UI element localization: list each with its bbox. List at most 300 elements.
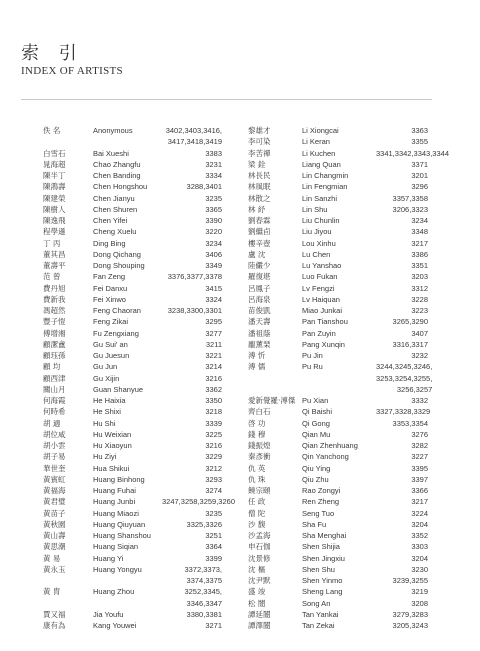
artist-name-english: Lin Shu	[302, 204, 328, 214]
artist-name-chinese: 胡 適	[43, 418, 61, 428]
artist-name-english: Hua Shikui	[93, 463, 130, 473]
artist-name-english: Hu Ziyi	[93, 452, 117, 462]
artist-name-chinese: 盧 沈	[248, 249, 266, 259]
index-entry	[248, 395, 428, 406]
page-numbers: 3364	[205, 542, 222, 552]
page-numbers: 3227	[411, 452, 428, 462]
page-numbers: 3350	[205, 396, 222, 405]
page-numbers: 3348	[411, 227, 428, 237]
artist-name-chinese: 顧潔盦	[43, 339, 66, 349]
index-entry	[248, 418, 428, 429]
index-entry	[43, 485, 222, 496]
index-entry	[248, 204, 428, 215]
artist-name-english: Sha Fu	[302, 519, 327, 529]
page-numbers: 3316,3317	[392, 339, 428, 349]
artist-name-chinese: 劉繼卣	[248, 227, 271, 237]
page-numbers: 3234	[205, 238, 222, 248]
artist-name-english: Dong Qichang	[93, 249, 141, 259]
page-numbers: 3235	[205, 508, 222, 518]
index-entry	[43, 181, 222, 192]
page-numbers: 3334	[205, 171, 222, 180]
artist-name-english: Kang Youwei	[93, 621, 137, 630]
page-numbers: 3204	[411, 519, 428, 529]
artist-name-chinese: 陳樹人	[43, 204, 66, 214]
artist-name-english: Huang Yongyu	[93, 564, 142, 574]
index-entry	[43, 226, 222, 237]
index-entry	[43, 193, 222, 204]
artist-name-chinese: 龐薰琹	[248, 339, 271, 349]
artist-name-english: Pang Xunqin	[302, 339, 345, 349]
index-entry	[248, 598, 428, 609]
index-entry	[43, 474, 222, 485]
page-numbers: 3397	[411, 474, 428, 484]
artist-name-english: Tan Zekai	[302, 621, 335, 630]
page-numbers: 3229	[205, 452, 222, 462]
artist-name-chinese: 沙 馥	[248, 519, 266, 529]
artist-name-chinese: 關山月	[43, 384, 66, 394]
index-entry	[43, 586, 222, 609]
page-numbers: 3383	[205, 148, 222, 158]
header-divider	[21, 99, 432, 100]
artist-name-english: Fei Xinwo	[93, 294, 126, 304]
artist-name-chinese: 仇 珠	[248, 474, 266, 484]
artist-name-chinese: 馮超然	[43, 306, 66, 315]
page-numbers: 3239,3255	[392, 576, 428, 585]
artist-name-english: Miao Junkai	[302, 306, 343, 315]
artist-name-chinese: 僧 陀	[248, 508, 266, 518]
index-entry	[248, 541, 428, 552]
artist-name-chinese: 錢 穆	[248, 429, 266, 439]
page-numbers: 3415	[205, 283, 222, 293]
page-numbers: 3355	[411, 137, 428, 147]
index-entry	[248, 361, 433, 395]
page-numbers: 3293	[205, 474, 222, 484]
artist-name-chinese: 顧 均	[43, 362, 61, 372]
artist-name-english: Tan Yankai	[302, 609, 339, 619]
artist-name-chinese: 陳逸飛	[43, 216, 66, 225]
index-entry	[248, 440, 428, 451]
index-entry	[43, 305, 222, 316]
artist-name-chinese: 范 曾	[43, 272, 61, 282]
index-entry	[43, 553, 222, 564]
page-numbers: 3288,3401	[186, 182, 222, 192]
artist-name-chinese: 晁海超	[43, 159, 66, 169]
page-numbers: 3271	[205, 621, 222, 630]
page-numbers: 3276	[411, 429, 428, 439]
artist-name-english: Shen Shu	[302, 564, 335, 574]
index-entry	[248, 339, 428, 350]
index-entry	[43, 508, 222, 519]
artist-name-chinese: 陳鴻壽	[43, 182, 66, 192]
index-entry	[43, 373, 222, 384]
index-column-right	[248, 125, 449, 631]
artist-name-english: Li Keran	[302, 137, 330, 147]
page-numbers: 3203	[411, 272, 428, 282]
page-numbers: 3353,3354	[392, 418, 428, 428]
artist-name-english: Chao Zhangfu	[93, 159, 141, 169]
index-entry	[43, 316, 222, 327]
index-entry	[248, 136, 428, 147]
artist-name-english: Shen Yinmo	[302, 576, 343, 585]
artist-name-chinese: 申石伽	[248, 542, 271, 552]
index-column-left	[43, 125, 235, 631]
artist-name-chinese: 梁 銓	[248, 159, 266, 169]
page-numbers: 3205,3243	[392, 621, 428, 630]
page-numbers: 3362	[205, 384, 222, 394]
artist-name-chinese: 傅增湘	[43, 328, 66, 338]
artist-name-english: Lou Xinhu	[302, 238, 336, 248]
artist-name-chinese: 愛新覺羅·溥傑	[248, 396, 296, 405]
artist-name-english: Cheng Xuelu	[93, 227, 137, 237]
artist-name-english: Liang Quan	[302, 159, 341, 169]
artist-name-chinese: 林風眠	[248, 182, 271, 192]
index-entry	[43, 541, 222, 552]
artist-name-chinese: 黃永玉	[43, 564, 66, 574]
artist-name-english: He Haixia	[93, 396, 126, 405]
artist-name-english: He Shixi	[93, 407, 121, 417]
artist-name-english: Fei Danxu	[93, 283, 128, 293]
index-entry	[248, 553, 428, 564]
artist-name-chinese: 松 闇	[248, 598, 266, 608]
artist-name-english: Huang Yi	[93, 553, 124, 563]
index-entry	[43, 159, 222, 170]
page-numbers: 3238,3300,3301	[167, 306, 222, 315]
artist-name-chinese: 潘祖蔭	[248, 328, 271, 338]
page-numbers: 3214	[205, 362, 222, 372]
page-numbers: 3225	[205, 429, 222, 439]
index-entry	[248, 474, 428, 485]
index-entry	[248, 575, 428, 586]
page-numbers: 3220	[205, 227, 222, 237]
index-entry	[43, 440, 222, 451]
page-numbers: 3211	[205, 339, 222, 349]
index-entry	[43, 564, 222, 587]
index-entry	[248, 620, 428, 631]
artist-name-english: Gu Xijin	[93, 373, 120, 383]
artist-name-chinese: 陳半丁	[43, 171, 66, 180]
index-entry	[43, 620, 222, 631]
page-numbers: 3366	[411, 486, 428, 495]
index-entry	[43, 283, 222, 294]
artist-name-english: Huang Shanshou	[93, 531, 151, 540]
artist-name-chinese: 沈 樞	[248, 564, 266, 574]
artist-name-chinese: 華世奎	[43, 463, 66, 473]
artist-name-chinese: 何海霞	[43, 396, 66, 405]
index-entry	[248, 283, 428, 294]
index-entry	[43, 339, 222, 350]
artist-name-chinese: 黃苗子	[43, 508, 66, 518]
page-numbers: 3363	[411, 126, 428, 135]
artist-name-chinese: 盛 竣	[248, 587, 266, 597]
index-entry	[43, 395, 222, 406]
artist-name-chinese: 丁 丙	[43, 238, 61, 248]
index-entry	[248, 463, 428, 474]
page-numbers: 3232	[411, 351, 428, 360]
artist-name-english: Seng Tuo	[302, 508, 335, 518]
index-entry	[43, 609, 222, 620]
artist-name-english: Lin Fengmian	[302, 182, 348, 192]
artist-name-chinese: 沈尹默	[248, 576, 271, 585]
index-entry	[248, 215, 428, 226]
artist-name-english: Huang Binhong	[93, 474, 145, 484]
artist-name-chinese: 劉春霖	[248, 216, 271, 225]
page-numbers: 3277	[205, 328, 222, 338]
index-entry	[248, 496, 428, 507]
index-entry	[43, 429, 222, 440]
page-numbers: 3282	[411, 441, 428, 450]
artist-name-chinese: 譚延闓	[248, 609, 271, 619]
index-entry	[248, 238, 428, 249]
artist-name-chinese: 費新我	[43, 294, 66, 304]
artist-name-english: Huang Siqian	[93, 542, 139, 552]
artist-name-english: Hu Xiaoyun	[93, 441, 132, 450]
index-entry	[43, 361, 222, 372]
artist-name-english: Pan Tianshou	[302, 317, 348, 327]
artist-name-english: Lu Chen	[302, 249, 331, 259]
artist-name-english: Liu Jiyou	[302, 227, 332, 237]
page-numbers: 3279,3283	[392, 609, 428, 619]
index-entry	[43, 170, 222, 181]
index-entry	[43, 530, 222, 541]
artist-name-english: Chen Hongshou	[93, 182, 148, 192]
artist-name-english: Fan Zeng	[93, 272, 126, 282]
artist-name-english: Fu Zengxiang	[93, 328, 139, 338]
artist-name-english: Gu Juesun	[93, 351, 130, 360]
artist-name-chinese: 苗俊凱	[248, 306, 271, 315]
index-entry	[43, 451, 222, 462]
artist-name-english: Huang Junbi	[93, 497, 136, 507]
index-entry	[43, 294, 222, 305]
index-entry	[43, 204, 222, 215]
artist-name-chinese: 林 紓	[248, 204, 266, 214]
artist-name-english: Pan Zuyin	[302, 328, 336, 338]
artist-name-chinese: 顧珏孫	[43, 351, 66, 360]
artist-name-english: Pu Xian	[302, 396, 329, 405]
artist-name-chinese: 黃思潮	[43, 542, 66, 552]
index-entry	[43, 148, 222, 159]
page-numbers: 3217	[411, 238, 428, 248]
page-numbers: 3399	[205, 553, 222, 563]
artist-name-chinese: 黃 胄	[43, 587, 61, 597]
page-numbers: 3349	[205, 261, 222, 270]
artist-name-english: Qin Yanchong	[302, 452, 349, 462]
artist-name-english: Gu Jun	[93, 362, 118, 372]
artist-name-english: Guan Shanyue	[93, 384, 144, 394]
artist-name-english: Qiu Zhu	[302, 474, 329, 484]
index-entry	[43, 519, 222, 530]
page-numbers: 3219	[411, 587, 428, 597]
artist-name-english: Anonymous	[93, 126, 133, 135]
page-numbers: 3380,3381	[186, 609, 222, 619]
artist-name-english: Feng Chaoran	[93, 306, 141, 315]
index-entry	[248, 429, 428, 440]
index-entry	[43, 350, 222, 361]
artist-name-english: Luo Fukan	[302, 272, 338, 282]
page-numbers: 3325,3326	[186, 519, 222, 529]
page-numbers: 3332	[411, 396, 428, 405]
artist-name-english: Huang Fuhai	[93, 486, 136, 495]
index-title-chinese: 索 引	[21, 43, 84, 64]
artist-name-english: Hu Shi	[93, 418, 116, 428]
artist-name-english: Chen Yifei	[93, 216, 128, 225]
artist-name-english: Qian Zhenhuang	[302, 441, 358, 450]
artist-name-chinese: 陳建榮	[43, 193, 66, 203]
artist-name-english: Ren Zheng	[302, 497, 340, 507]
artist-name-english: Jia Youfu	[93, 609, 124, 619]
artist-name-english: Bai Xueshi	[93, 148, 129, 158]
index-entry	[248, 328, 428, 339]
artist-name-english: Rao Zongyi	[302, 486, 341, 495]
artist-name-english: Sheng Lang	[302, 587, 343, 597]
page-numbers: 3251	[205, 531, 222, 540]
index-title-english: INDEX OF ARTISTS	[21, 65, 123, 77]
index-entry	[248, 260, 428, 271]
artist-name-chinese: 呂鳳子	[248, 283, 271, 293]
artist-name-chinese: 賈又福	[43, 609, 66, 619]
page-numbers: 3376,3377,3378	[167, 272, 222, 282]
artist-name-english: Shen Shijia	[302, 542, 340, 552]
page-numbers: 3339	[205, 418, 222, 428]
index-entry	[248, 170, 428, 181]
page-numbers: 3296	[411, 182, 428, 192]
page-numbers: 3208	[411, 598, 428, 608]
artist-name-chinese: 黃山壽	[43, 531, 66, 540]
page-numbers: 3357,3358	[392, 193, 428, 203]
artist-name-chinese: 呂海泉	[248, 294, 271, 304]
index-entry	[248, 406, 431, 417]
artist-name-english: Qi Gong	[302, 418, 330, 428]
index-entry	[248, 305, 428, 316]
artist-name-english: Huang Miaozi	[93, 508, 139, 518]
index-entry	[248, 350, 428, 361]
artist-name-english: Li Xiongcai	[302, 126, 339, 135]
artist-name-chinese: 顧西津	[43, 373, 66, 383]
artist-name-chinese: 董壽平	[43, 261, 66, 270]
artist-name-chinese: 潘天壽	[248, 317, 271, 327]
artist-name-english: Lin Sanzhi	[302, 193, 338, 203]
artist-name-chinese: 樓辛壺	[248, 238, 271, 248]
index-entry	[248, 249, 428, 260]
artist-name-english: Lv Haiquan	[302, 294, 340, 304]
artist-name-english: Ding Bing	[93, 238, 126, 248]
index-entry	[43, 260, 222, 271]
artist-name-english: Lin Changmin	[302, 171, 349, 180]
artist-name-english: Shen Jingxiu	[302, 553, 345, 563]
artist-name-chinese: 胡小雲	[43, 441, 66, 450]
page-numbers: 3230	[411, 564, 428, 574]
artist-name-english: Lu Yanshao	[302, 261, 342, 270]
page-numbers: 3218	[205, 407, 222, 417]
artist-name-chinese: 溥 忻	[248, 351, 266, 360]
index-entry	[43, 125, 222, 148]
artist-name-english: Chen Jianyu	[93, 193, 135, 203]
artist-name-chinese: 黃福海	[43, 486, 66, 495]
page-numbers: 3312	[411, 283, 428, 293]
index-entry	[248, 226, 428, 237]
artist-name-chinese: 費丹旭	[43, 283, 66, 293]
artist-name-english: Pu Ru	[302, 362, 323, 372]
artist-name-english: Huang Zhou	[93, 587, 135, 597]
index-entry	[248, 485, 428, 496]
page-numbers: 3372,3373, 3374,3375	[184, 564, 222, 585]
artist-name-english: Qian Mu	[302, 429, 331, 439]
artist-name-chinese: 黎雄才	[248, 126, 271, 135]
index-entry	[43, 238, 222, 249]
page-numbers: 3212	[205, 463, 222, 473]
index-entry	[43, 418, 222, 429]
page-numbers: 3351	[411, 261, 428, 270]
artist-name-chinese: 豐子愷	[43, 317, 66, 327]
artist-name-chinese: 秦彥衝	[248, 452, 271, 462]
page-numbers: 3341,3342,3343,3344	[376, 148, 449, 158]
page-numbers: 3371	[411, 159, 428, 169]
page-numbers: 3352	[411, 531, 428, 540]
page-numbers: 3201	[411, 171, 428, 180]
artist-name-chinese: 沈景修	[248, 553, 271, 563]
page-numbers: 3303	[411, 542, 428, 552]
index-entry	[43, 215, 222, 226]
index-entry	[248, 294, 428, 305]
page-numbers: 3231	[205, 159, 222, 169]
page-numbers: 3265,3290	[392, 317, 428, 327]
artist-name-chinese: 黃賓虹	[43, 474, 66, 484]
page-numbers: 3216	[205, 373, 222, 383]
artist-name-chinese: 陸儼少	[248, 261, 271, 270]
page-numbers: 3244,3245,3246, 3253,3254,3255, 3256,3257	[376, 362, 433, 394]
index-entry	[248, 451, 428, 462]
artist-name-chinese: 白雪石	[43, 148, 66, 158]
artist-name-chinese: 胡位咸	[43, 429, 66, 439]
page-numbers: 3327,3328,3329	[376, 407, 431, 417]
artist-name-english: Huang Qiuyuan	[93, 519, 146, 529]
artist-name-english: Qiu Ying	[302, 463, 331, 473]
artist-name-chinese: 林長民	[248, 171, 271, 180]
artist-name-chinese: 仇 英	[248, 463, 266, 473]
artist-name-chinese: 溥 儒	[248, 362, 266, 372]
artist-name-chinese: 饒宗頤	[248, 486, 271, 495]
index-entry	[248, 316, 428, 327]
page-numbers: 3228	[411, 294, 428, 304]
artist-name-chinese: 齊白石	[248, 407, 271, 417]
page-numbers: 3390	[205, 216, 222, 225]
artist-name-chinese: 李苦禪	[248, 148, 271, 158]
artist-name-chinese: 佚 名	[43, 126, 61, 135]
page-numbers: 3247,3258,3259,3260	[162, 497, 235, 507]
page-numbers: 3216	[205, 441, 222, 450]
index-entry	[248, 564, 428, 575]
artist-name-english: Li Kuchen	[302, 148, 336, 158]
index-entry	[43, 463, 222, 474]
index-entry	[43, 406, 222, 417]
index-entry	[248, 508, 428, 519]
index-entry	[248, 125, 428, 136]
page-numbers: 3324	[205, 294, 222, 304]
artist-name-english: Liu Chunlin	[302, 216, 340, 225]
artist-name-chinese: 錢振煌	[248, 441, 271, 450]
page-numbers: 3365	[205, 204, 222, 214]
artist-name-chinese: 黃君璧	[43, 497, 66, 507]
artist-name-chinese: 沙孟海	[248, 531, 271, 540]
page-numbers: 3217	[411, 497, 428, 507]
index-entry	[43, 271, 222, 282]
page-numbers: 3206,3323	[392, 204, 428, 214]
artist-name-english: Pu Jin	[302, 351, 323, 360]
index-entry	[248, 271, 428, 282]
artist-name-english: Feng Zikai	[93, 317, 129, 327]
page-numbers: 3221	[205, 351, 222, 360]
index-entry	[248, 530, 428, 541]
page-numbers: 3386	[411, 249, 428, 259]
